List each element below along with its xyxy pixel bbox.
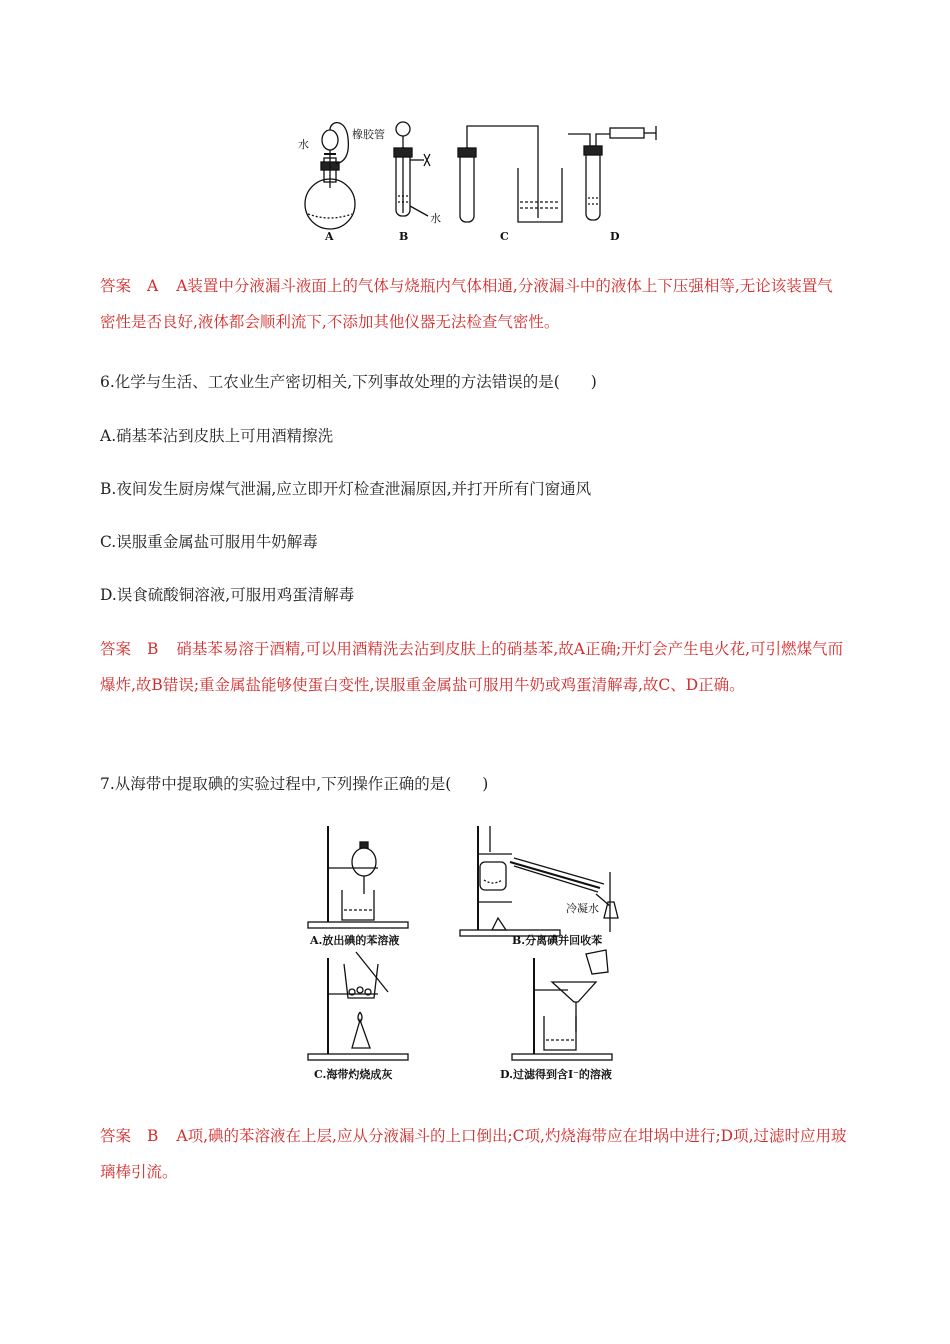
apparatus-figure-2-drawing [300,822,650,1084]
answer-6-tag: 答案 [100,640,132,658]
burner-b [492,918,506,930]
beaker-c [518,168,562,222]
answer-5-text: A装置中分液漏斗液面上的气体与烧瓶内气体相通,分液漏斗中的液体上下压强相等,无论该装置气密性是否良好,液体都会顺利流下,不添加其他仪器无法检查气密性。 [100,277,833,331]
question-6-option-c: C.误服重金属盐可服用牛奶解毒 [100,533,318,551]
funnel-bulb-b [396,122,410,136]
apparatus-figure-1 [290,118,670,246]
beaker-a2 [342,890,374,920]
filter-funnel-d [552,982,596,1002]
tube-c [460,148,474,222]
question-6-option-d: D.误食硫酸铜溶液,可服用鸡蛋清解毒 [100,586,355,604]
caption-a2: A.放出碘的苯溶液 [310,934,400,947]
label-water-b: 水 [430,212,441,225]
caption-b2: B.分离碘并回收苯 [512,934,603,947]
pinch-clip-b [424,154,430,166]
answer-7-text: A项,碘的苯溶液在上层,应从分液漏斗的上口倒出;C项,灼烧海带应在坩埚中进行;D项,过滤时应用玻璃棒引流。 [100,1127,847,1181]
syringe-d [610,128,644,138]
condenser-b [510,862,600,888]
caption-d2: D.过滤得到含I⁻的溶液 [500,1068,612,1081]
answer-5-tag: 答案 [100,277,132,295]
caption-c: C [500,230,509,243]
answer-5-key: A [147,277,159,295]
answer-6-text: 硝基苯易溶于酒精,可以用酒精洗去沾到皮肤上的硝基苯,故A正确;开灯会产生电火花,可引燃煤气而爆炸,故B错误;重金属盐能够使蛋白变性,误服重金属盐可服用牛奶或鸡蛋清解毒,故C、D正确。 [100,640,844,694]
pour-beaker-d [586,950,608,974]
distill-flask-b [480,862,506,890]
caption-d: D [610,230,620,243]
label-rubber-tube: 橡胶管 [352,128,385,141]
stand-d-base [512,1054,612,1060]
beaker-d2 [544,1016,576,1050]
caption-a: A [325,230,334,243]
answer-6-key: B [147,640,159,658]
label-condenser-water: 冷凝水 [566,902,599,915]
answer-6 [100,631,848,703]
question-6-stem: 6.化学与生活、工农业生产密切相关,下列事故处理的方法错误的是( ) [100,373,597,391]
answer-5 [100,268,848,340]
question-6-option-b: B.夜间发生厨房煤气泄漏,应立即开灯检查泄漏原因,并打开所有门窗通风 [100,480,592,498]
stand-c-base [308,1054,408,1060]
label-water-a: 水 [298,138,309,151]
alcohol-lamp-c [352,1020,370,1048]
tube-d [586,146,600,220]
apparatus-figure-2 [300,822,650,1084]
answer-7-key: B [147,1127,159,1145]
sep-funnel-a2 [352,848,376,876]
caption-b: B [399,230,409,243]
question-6-option-a: A.硝基苯沾到皮肤上可用酒精擦洗 [100,427,334,445]
stand-a-base [308,922,408,928]
answer-7 [100,1118,848,1190]
caption-c2: C.海带灼烧成灰 [314,1068,393,1081]
delivery-tube-c [467,126,538,218]
sep-funnel-a [322,130,338,150]
answer-7-tag: 答案 [100,1127,132,1145]
conical-flask-b [604,902,618,918]
apparatus-figure-1-drawing [290,118,670,246]
question-7-stem: 7.从海带中提取碘的实验过程中,下列操作正确的是( ) [100,775,489,793]
